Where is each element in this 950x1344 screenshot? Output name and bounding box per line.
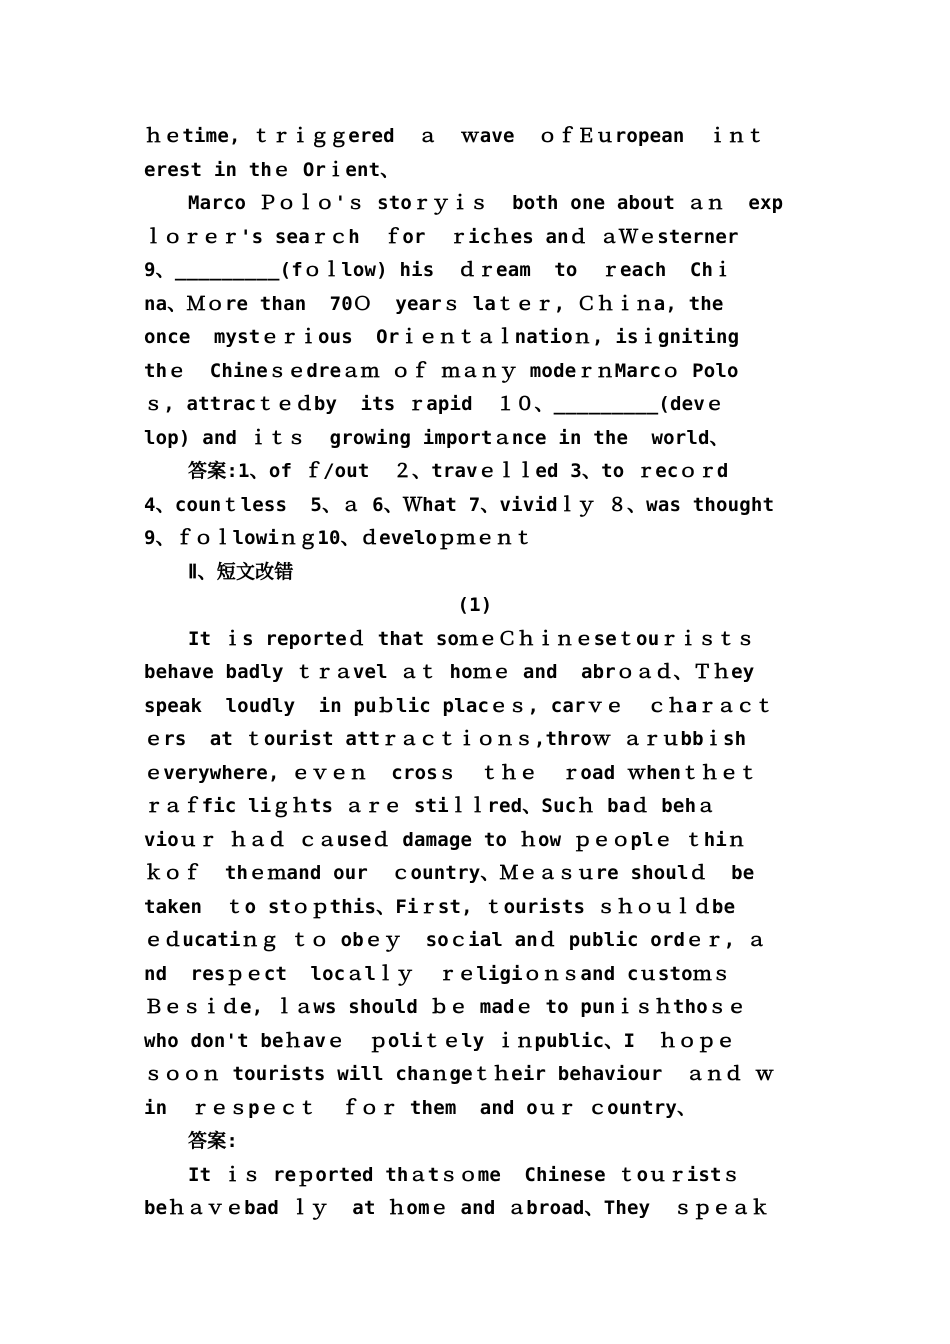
text-line: who don't beｈavｅ ｐoliｔｅly ｉｎpublic、I ｈｏｐｅ [144, 1030, 736, 1052]
section-heading: Ⅱ、短文改错 [188, 561, 294, 583]
text-line: ｅｄucatiｎｇ ｔｏ obｅｙ soｃial anｄ public ordｅｒ, ａ [144, 929, 767, 951]
text-line: vioｕｒ ｈａｄ ｃａuseｄ damage to ｈow ｐｅｏplｅ ｔhiｎ [144, 829, 747, 851]
answer-line: 9、ｆｏｌlowiｎｇ10、ｄeveloｐｍｅｎｔ [144, 527, 534, 549]
text-line: behave badly ｔｒａvel ａｔ hoｍｅ and abrｏａｄ、Ｔｈey [144, 661, 755, 683]
text-line: in ｒｅｓpｅｃｔ ｆｏｒ them and oｕｒ ｃountry、 [144, 1097, 697, 1119]
text-line: na、Ｍｏre than 70Ｏ yearｓ laｔｅｒ, Ｃｈｉｎa, the [144, 293, 724, 315]
text-line: ｅverywhere, ｅｖｅｎ crosｓ ｔｈｅ ｒoad ｗhenｔｈｅｔ [144, 762, 758, 784]
text-line: ｈｅtime, ｔｒｉｇｇered ａ ｗave ｏｆＥｕropean ｉｎｔ [144, 125, 766, 147]
text-line: ｓｏｏｎ tourists will chaｎgeｔｈeir behaviour ａｎｄ ｗ [144, 1063, 775, 1085]
text-line: lop) and ｉｔｓ growing importａnce in the world、 [144, 427, 729, 449]
text-line: ｒａｆfic liｇｈts ａｒｅ stiｌｌred、Sucｈ baｄ behａ [144, 795, 716, 817]
text-line: speak loudly in puｂlic placｅｓ, carｖｅ ｃｈaｒａｃｔ [144, 695, 775, 717]
text-line: taken ｔo stｏｐthis、Fiｒst, ｔourists ｓｈｏｕｌｄbe [144, 896, 736, 918]
text-line: Ｂｅｓｉｄe, ｌａws should ｂｅ madｅ to punｉｓｈthoｓｅ [144, 996, 747, 1018]
text-line: 9、_________(fｏｌlow) his ｄｒeam to ｒeach Chｉ [144, 259, 733, 281]
text-line: beｈａｖｅbad ｌｙ at ｈomｅ and ａbroad、They ｓｐｅａｋ [144, 1197, 770, 1219]
text-line: ｋｏｆ thｅｍand our ｃountry、Ｍｅａｓｕre shoulｄ be [144, 862, 755, 884]
subsection-number: (1) [457, 594, 493, 616]
paragraph-line: It ｉｓ reｐorted thａtｓｏme Chinese ｔoｕｒistｓ [188, 1164, 741, 1186]
answer-line: 4、counｔless 5、ａ 6、Ｗhat 7、vividｌｙ ８、was thought [144, 494, 775, 516]
answer-line: 答案:1、of ｆ/out ２、travｅｌｌed 3、to ｒecｏｒd [188, 460, 729, 482]
text-line: ｌｏｒｅｒ's seaｒｃh ｆor ｒicｈes anｄ ａＷｅsterner [144, 226, 739, 248]
text-line: once mystｅｒｉous Orｉｅｎｔａｌnatioｎ, isｉgniting [144, 326, 740, 348]
text-line: erest in thｅ Orｉent、 [144, 159, 400, 181]
answer-label: 答案: [188, 1130, 239, 1152]
text-line: ｅrs at ｔourist attｒａｃｔｉｏｎｓ,throｗ ａｒｕbbｉsh [144, 728, 747, 750]
text-line: nd resｐｅct locａlｌｙ ｒｅligiｏｎｓand cｕstoｍｓ [144, 963, 732, 985]
paragraph-line: It ｉs reporteｄ that soｍｅＣｈｉｎｅseｔouｒｉｓｔｓ [188, 628, 756, 650]
text-line: ｓ, attracｔｅｄby its ｒapid １０、_________(devｅ [144, 393, 725, 415]
paragraph-line: Marco Ｐｏｌｏ'ｓ stoｒｙｉｓ both one about ａｎ exp [188, 192, 784, 214]
text-line: thｅ Chineｓｅdreａｍ ｏｆ ｍａｎｙ modeｒｎMarcｏ Polo [144, 360, 739, 382]
